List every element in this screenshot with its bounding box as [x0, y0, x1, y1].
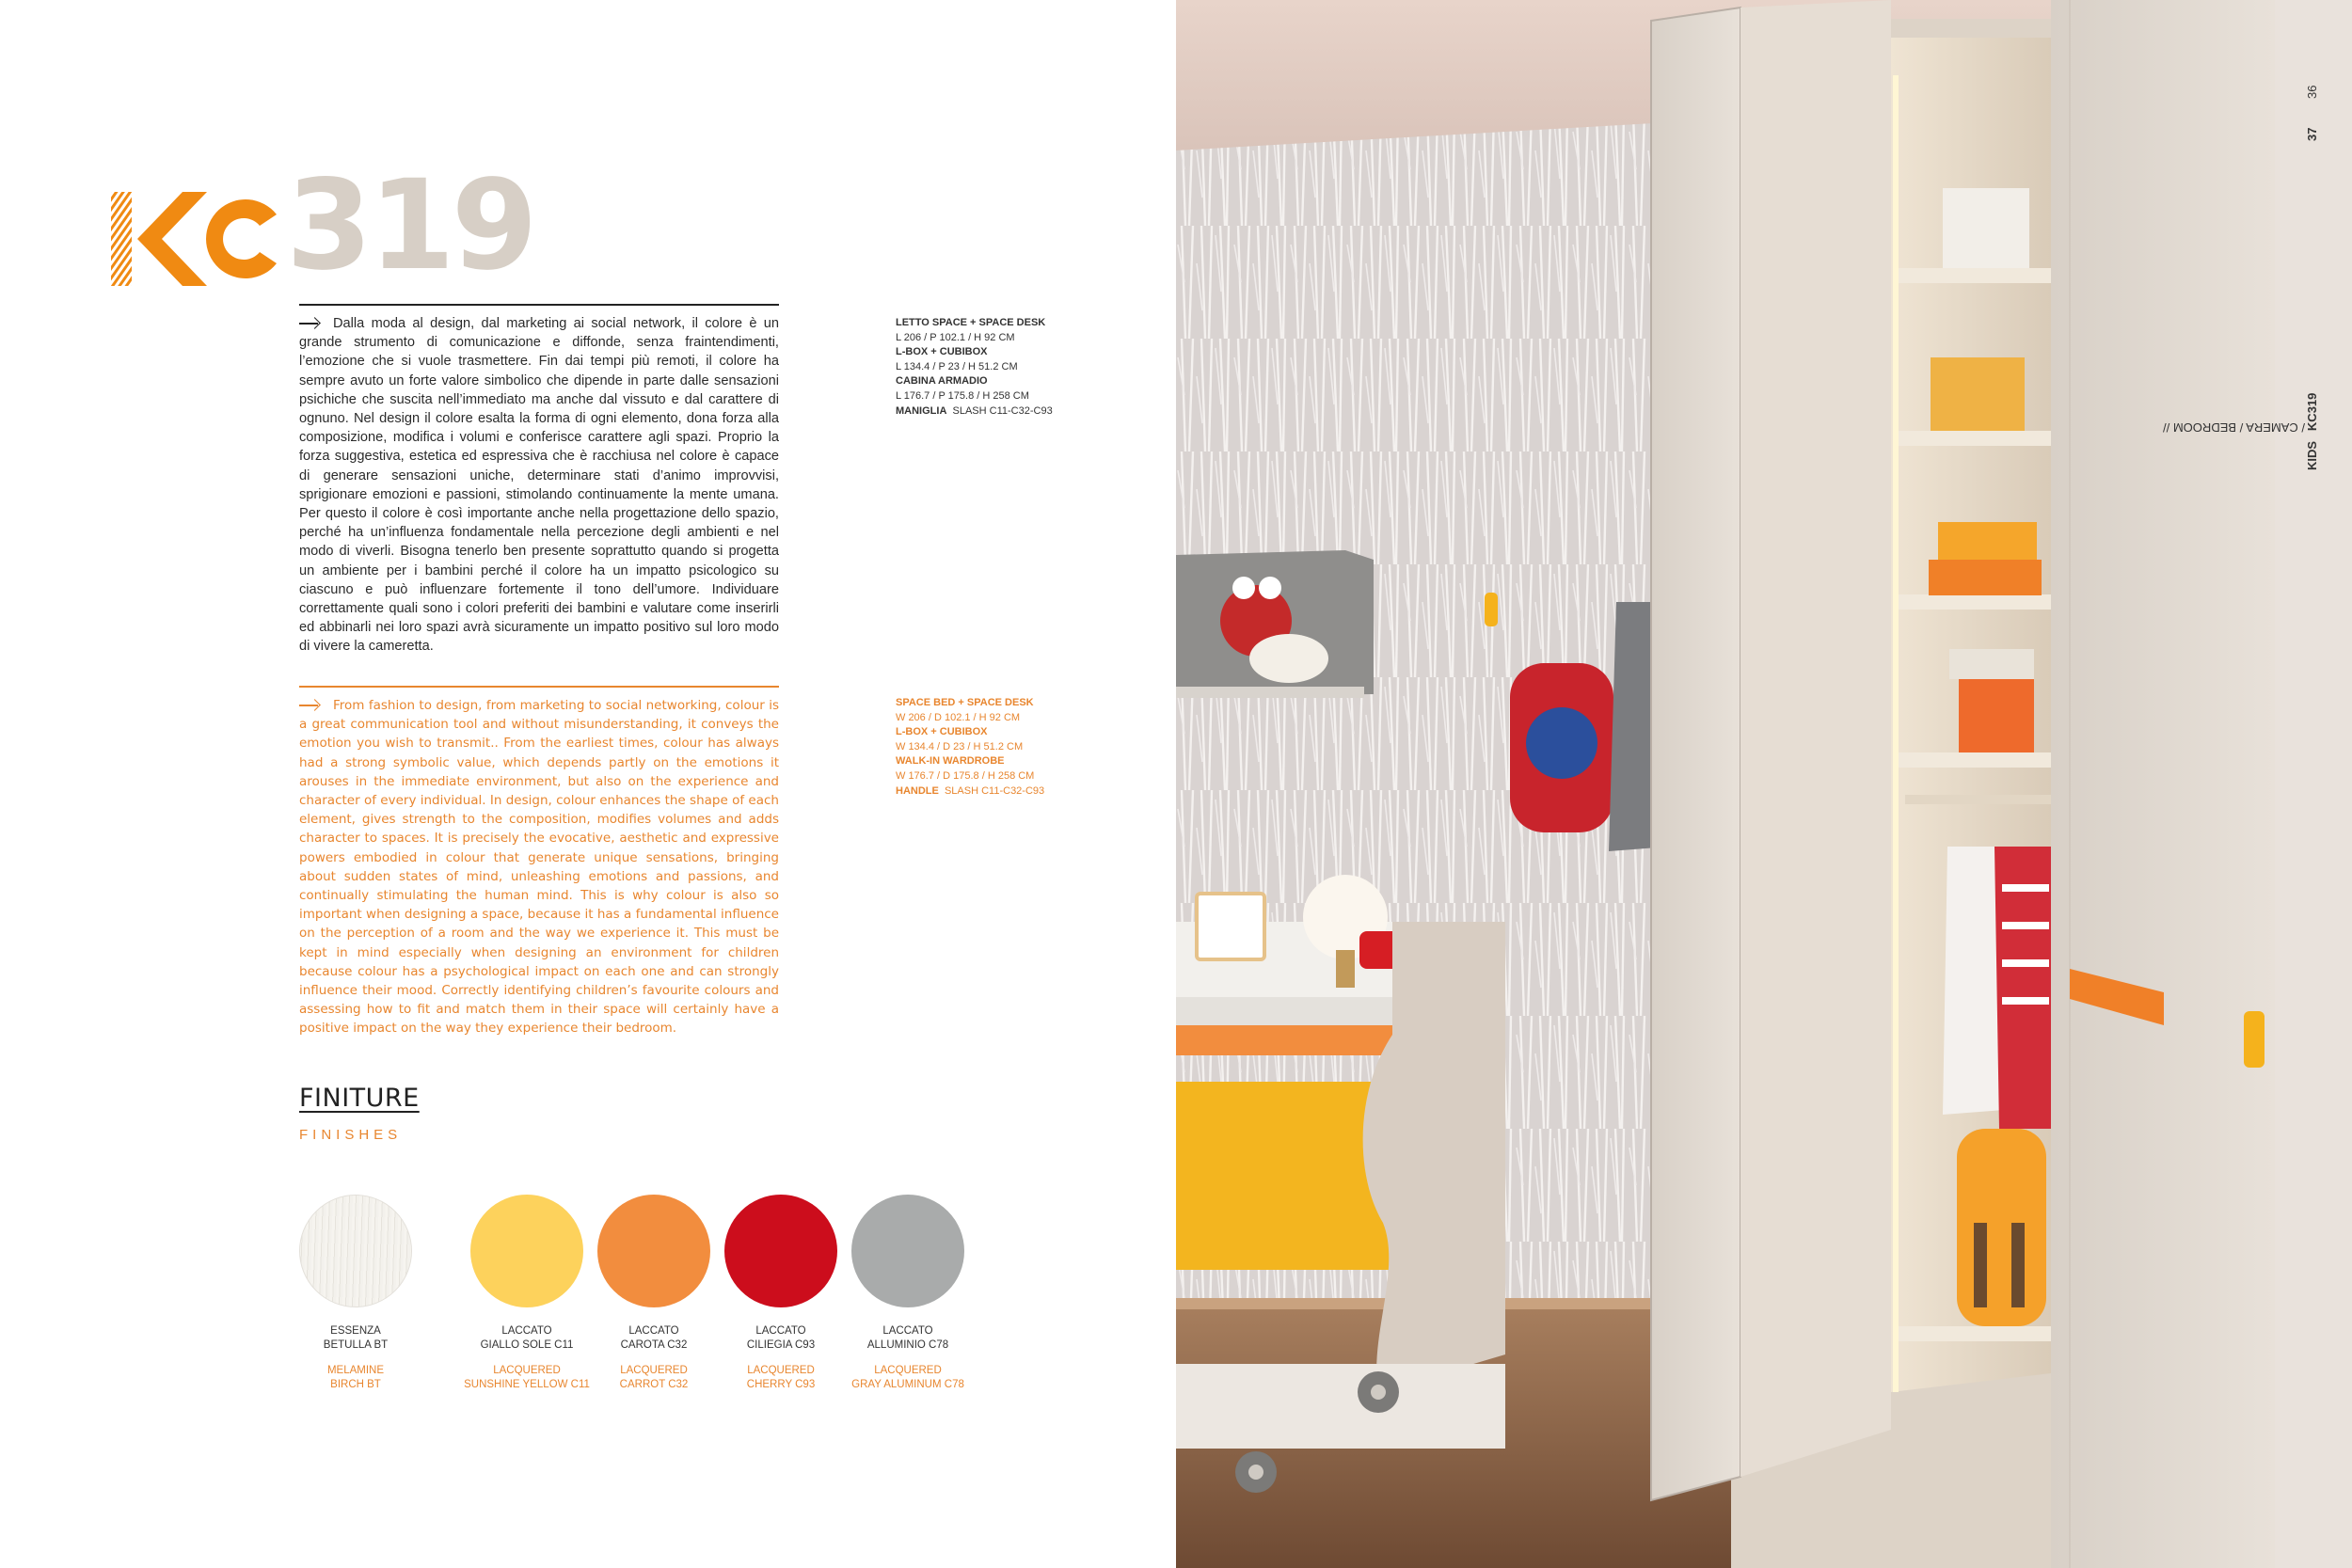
kc-logo-mark	[109, 190, 278, 288]
arrow-right-icon	[299, 318, 320, 329]
spec-it-item3-name: CABINA ARMADIO	[896, 375, 988, 388]
rule-english	[299, 686, 779, 688]
finishes-title: FINITURE	[299, 1084, 420, 1113]
finish-it-line2: CILIEGIA C93	[746, 1339, 816, 1351]
spec-en-item2-name: L-BOX + CUBIBOX	[896, 726, 988, 738]
finish-en-line2: CARROT C32	[619, 1379, 689, 1390]
page-side-label	[2163, 38, 2329, 470]
specs-english	[896, 696, 1103, 799]
side-breadcrumb-group	[2163, 392, 2319, 470]
side-code: KC319	[2305, 392, 2319, 432]
spec-en-item3-name: WALK-IN WARDROBE	[896, 755, 1005, 768]
spec-en-item2-dims: W 134.4 / D 23 / H 51.2 CM	[896, 740, 1024, 752]
spec-en-item1-dims: W 206 / D 102.1 / H 92 CM	[896, 711, 1021, 723]
side-section: KIDS	[2305, 440, 2319, 470]
spec-en-item3-dims: W 176.7 / D 175.8 / H 258 CM	[896, 769, 1035, 782]
page-number-left: 37	[2305, 127, 2319, 141]
spec-it-item2-name: L-BOX + CUBIBOX	[896, 346, 988, 358]
side-breadcrumb: / CAMERA / BEDROOM //	[2163, 420, 2305, 435]
spec-it-item2-dims: L 134.4 / P 23 / H 51.2 CM	[896, 360, 1018, 372]
finish-en-line2: CHERRY C93	[746, 1379, 816, 1390]
spec-it-handle-label: MANIGLIA	[896, 404, 947, 417]
finish-it-line1: ESSENZA	[330, 1325, 381, 1337]
finish-it-line1: LACCATO	[628, 1325, 679, 1337]
bedroom-illustration	[1176, 0, 2352, 1568]
finish-it-line1: LACCATO	[501, 1325, 552, 1337]
page-number-right: 36	[2305, 85, 2319, 99]
rule-italian	[299, 304, 779, 306]
finish-it-line1: LACCATO	[755, 1325, 806, 1337]
body-text-italian	[299, 314, 779, 657]
body-text-english	[299, 696, 779, 1038]
product-logo	[109, 153, 534, 298]
room-photo	[1176, 0, 2352, 1568]
finish-swatch-carrot	[597, 1195, 710, 1392]
body-text-english-content: From fashion to design, from marketing to social networking, colour is a great communication tool and without misunderstanding, it conveys the emotion you wish to transmit.. From the earliest times, colour has always had a strong symbolic value, which depends partly on the emotions it arouses in the immediate environment, but also on the experience and character of every individual. In design, colour enhances the shape of each element, gives strength to the composition, modifies volumes and adds character to spaces. It is precisely the evocative, aesthetic and expressive powers embodied in colour that generate unique sensations, bringing about sudden states of mind, unleashing emotions and passions, and continually stimulating the human mind. This is why colour is also so important when designing a space, because it has a fundamental influence on the perception of a room and the way we experience it. This must be kept in mind especially when designing an environment for children because colour has a psychological impact on each one and can strongly influence their mood. Correctly identifying children’s favourite colours and assessing how to fit and match them in their space will certainly have a positive impact on the way they experience their bedroom.	[299, 698, 779, 1037]
finish-it-line2: BETULLA BT	[323, 1339, 389, 1351]
arrow-right-icon	[299, 700, 320, 711]
finish-swatch-birch	[299, 1195, 412, 1392]
spec-it-handle-value: SLASH C11-C32-C93	[952, 404, 1053, 417]
finish-en-line1: LACQUERED	[747, 1365, 815, 1376]
specs-italian	[896, 316, 1103, 419]
spec-en-item1-name: SPACE BED + SPACE DESK	[896, 697, 1034, 708]
finish-circle	[851, 1195, 964, 1307]
finish-en-line2: SUNSHINE YELLOW C11	[464, 1379, 590, 1390]
finish-it-line2: ALLUMINIO C78	[866, 1339, 949, 1351]
finish-swatch-cherry	[724, 1195, 837, 1392]
finishes-subtitle: FINISHES	[299, 1127, 403, 1143]
spec-it-item1-dims: L 206 / P 102.1 / H 92 CM	[896, 331, 1015, 343]
finish-en-line1: MELAMINE	[326, 1365, 385, 1376]
finish-en-line1: LACQUERED	[493, 1365, 561, 1376]
finish-circle	[470, 1195, 583, 1307]
finish-swatch-aluminum	[851, 1195, 964, 1392]
finish-en-line2: BIRCH BT	[330, 1379, 381, 1390]
spec-it-item1-name: LETTO SPACE + SPACE DESK	[896, 317, 1046, 328]
spec-en-handle-label: HANDLE	[896, 784, 939, 797]
spec-en-handle-value: SLASH C11-C32-C93	[944, 784, 1045, 797]
finish-swatch-yellow	[464, 1195, 590, 1392]
finish-en-line2: GRAY ALUMINUM C78	[851, 1379, 964, 1390]
finish-circle	[299, 1195, 412, 1307]
finish-it-line2: GIALLO SOLE C11	[480, 1339, 574, 1351]
finish-en-line1: LACQUERED	[874, 1365, 942, 1376]
left-page	[0, 0, 1174, 1568]
finish-circle	[597, 1195, 710, 1307]
finish-it-line2: CAROTA C32	[620, 1339, 688, 1351]
body-text-italian-content: Dalla moda al design, dal marketing ai social network, il colore è un grande strumento di comunicazione e diffonde, senza fraintendimenti, l’emozione che si vuole trasmettere. Fin dai tempi più remoti, il colore ha sempre avuto un forte valore simbolico che dipende in parte dalle sensazioni psichiche che suscita nell’immediato ma anche dal vissuto e dal carattere di ognuno. Nel design il colore esalta la forma di ogni elemento, dona forza alla composizione, modifica i volumi e conferisce carattere agli spazi. Proprio la forza suggestiva, estetica ed espressiva che è racchiusa nel colore è capace di generare sensazioni uniche, determinare stati d’animo improvvisi, sprigionare emozioni e passioni, stimolando continuamente la mente umana. Per questo il colore è così importante anche nella progettazione dello spazio, perché ha un’influenza fondamentale nella percezione degli ambienti e nel modo di viverli. Bisogna tenerlo ben presente soprattutto quando si progetta un ambiente per i bambini perché il colore ha un impatto psicologico su ciascuno e può influenzare fortemente il tono dell’umore. Individuare correttamente quali sono i colori preferiti dei bambini e valutare come inserirli ed abbinarli nei loro spazi avrà sicuramente un impatto positivo sul loro modo di vivere la cameretta.	[299, 316, 779, 655]
finish-it-line1: LACCATO	[882, 1325, 933, 1337]
logo-number: 319	[286, 153, 534, 298]
finish-circle	[724, 1195, 837, 1307]
finish-en-line1: LACQUERED	[620, 1365, 688, 1376]
spec-it-item3-dims: L 176.7 / P 175.8 / H 258 CM	[896, 389, 1029, 402]
